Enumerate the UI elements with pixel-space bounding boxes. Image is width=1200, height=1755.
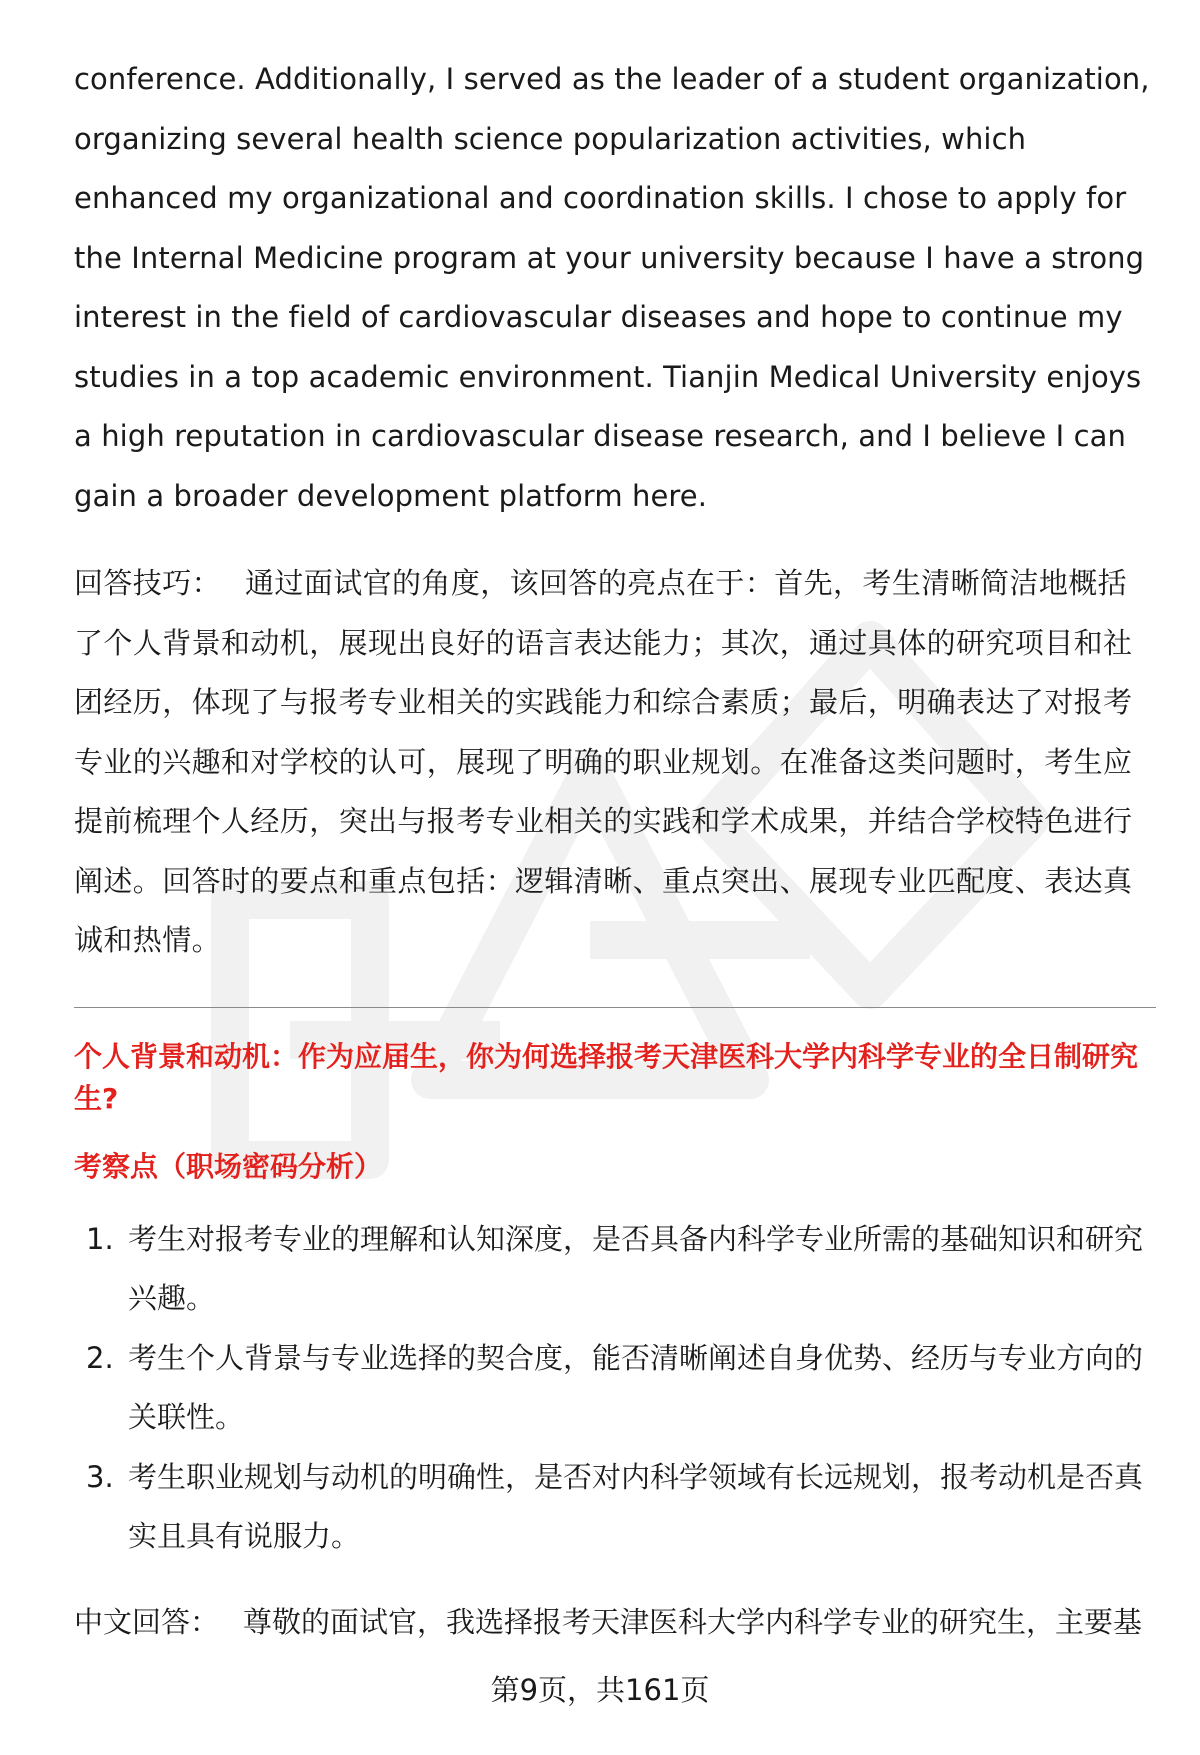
answer-tips-paragraph bbox=[74, 554, 1156, 971]
page-number-footer: 第9页，共161页 bbox=[490, 1673, 710, 1707]
list-item-number: 1. bbox=[86, 1221, 114, 1256]
list-item-number: 3. bbox=[86, 1459, 114, 1494]
chinese-answer-label: 中文回答： bbox=[74, 1604, 220, 1639]
list-item-text: 考生职业规划与动机的明确性，是否对内科学领域有长远规划，报考动机是否真实且具有说服力。 bbox=[128, 1459, 1144, 1553]
list-item bbox=[74, 1329, 1156, 1448]
chinese-answer-text: 尊敬的面试官，我选择报考天津医科大学内科学专业的研究生，主要基 bbox=[243, 1604, 1143, 1639]
assessment-points-list bbox=[74, 1210, 1156, 1567]
chinese-answer-paragraph bbox=[74, 1593, 1156, 1653]
section-divider bbox=[74, 1007, 1156, 1008]
list-item-text: 考生个人背景与专业选择的契合度，能否清晰阐述自身优势、经历与专业方向的关联性。 bbox=[128, 1340, 1144, 1434]
list-item bbox=[74, 1210, 1156, 1329]
answer-tips-label: 回答技巧： bbox=[74, 566, 222, 600]
list-item-text: 考生对报考专业的理解和认知深度，是否具备内科学专业所需的基础知识和研究兴趣。 bbox=[128, 1221, 1144, 1315]
english-answer-paragraph: conference. Additionally, I served as the leader of a student organization, organizing several health science popularization activities, which enhanced my organizational and coordination skills. I chose to apply for the Internal Medicine program at your university because I have a strong interest in the field of cardiovascular diseases and hope to continue my studies in a top academic environment. Tianjin Medical University enjoys a high reputation in cardiovascular disease research, and I believe I can gain a broader development platform here. bbox=[74, 62, 1150, 513]
answer-tips-text: 通过面试官的角度，该回答的亮点在于：首先，考生清晰简洁地概括了个人背景和动机，展现出良好的语言表达能力；其次，通过具体的研究项目和社团经历，体现了与报考专业相关的实践能力和综合素质；最后，明确表达了对报考专业的兴趣和对学校的认可，展现了明确的职业规划。在准备这类问题时，考生应提前梳理个人经历，突出与报考专业相关的实践和学术成果，并结合学校特色进行阐述。回答时的要点和重点包括：逻辑清晰、重点突出、展现专业匹配度、表达真诚和热情。 bbox=[74, 566, 1133, 957]
list-item-number: 2. bbox=[86, 1340, 114, 1375]
question-heading: 个人背景和动机：作为应届生，你为何选择报考天津医科大学内科学专业的全日制研究生? bbox=[74, 1039, 1139, 1115]
assessment-points-title: 考察点（职场密码分析） bbox=[74, 1149, 383, 1183]
list-item bbox=[74, 1448, 1156, 1567]
